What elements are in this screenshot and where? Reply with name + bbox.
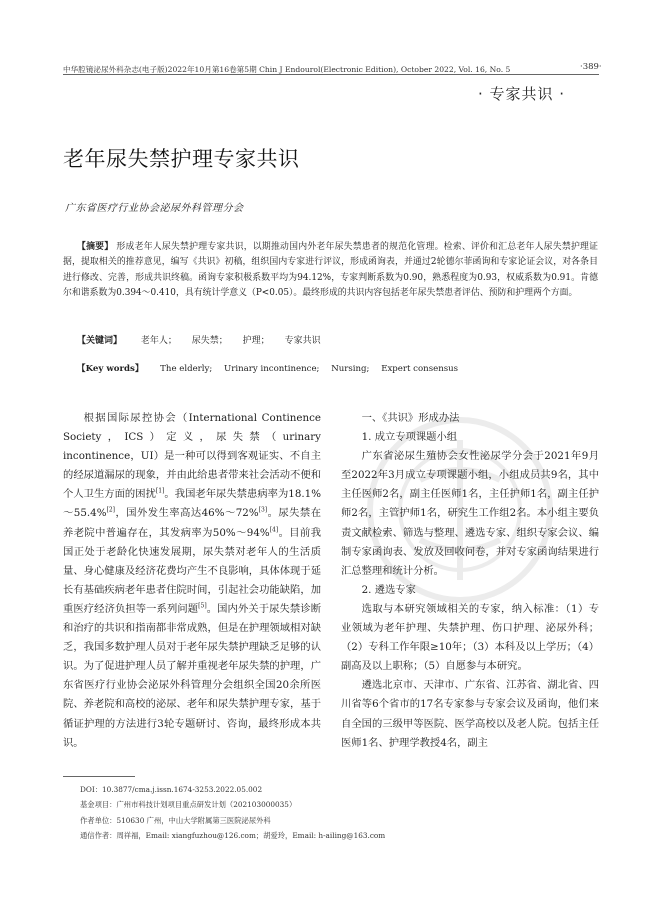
keywords-cn-label: 【关键词】 [77,336,123,346]
keyword-cn: 尿失禁； [191,336,228,346]
keywords-cn [77,333,333,346]
keyword-en: Nursing; [331,364,370,374]
keyword-cn: 老年人； [140,336,177,346]
abstract-text: 形成老年人尿失禁护理专家共识，以期推动国内外老年尿失禁患者的规范化管理。检索、评价和汇总老年人尿失禁护理证据，提取相关的推荐意见，编写《共识》初稿，组织国内专家进行评议，形成函询表，并通过2轮德尔菲函询和专家论证会议，对各条目进行修改、完善，形成共识终稿。函询专家积极系数平均为94.12%，专家判断系数为0.90，熟悉程度为0.93，权威系数为0.91。肯德尔和谐系数为0.394～0.410，具有统计学意义（P<0.05）。最终形成的共识内容包括老年尿失禁患者评估、预防和护理两个方面。 [63,242,599,299]
subsection-heading: 2. 遴选专家 [361,583,416,596]
page-number: ·389· [580,62,602,72]
keyword-en: Expert consensus [381,364,459,374]
body-paragraph: 选取与本研究领域相关的专家，纳入标准：（1）专业领域为老年护理、失禁护理、伤口护理、泌尿外科；（2）专科工作年限≥10年；（3）本科及以上学历；（4）副高及以上职称；（5）自愿参与本研究。 [341,602,599,673]
keywords-en [77,362,467,374]
section-heading: 一、《共识》形成办法 [361,412,460,424]
section-tag: · 专家共识 · [478,85,566,103]
keyword-cn: 专家共识 [284,336,321,346]
running-head: 中华腔镜泌尿外科杂志(电子版)2022年10月第16卷第5期 Chin J Endourol(Electronic Edition), October 2022, Vol. 16, No. 5 [63,65,511,74]
body-paragraph: 根据国际尿控协会（International Continence Society，ICS）定义，尿失禁（urinary incontinence，UI）是一种可以得到客观证实、不自主的经尿道漏尿的现象，并由此给患者带来社会活动不便和个人卫生方面的困扰[1]。我国老年尿失禁患病率为18.1%～55.4%[2]，国外发生率高达46%～72%[3]。尿失禁在养老院中普遍存在，其发病率为50%～94%[4]。目前我国正处于老龄化快速发展期，尿失禁对老年人的生活质量、身心健康及经济花费均产生不良影响，具体体现于延长有基础疾病老年患者住院时间，引起社会功能缺陷，加重医疗经济负担等一系列问题[5]。国内外关于尿失禁诊断和治疗的共识和指南都非常成熟，但是在护理领域相对缺乏，我国多数护理人员对于老年尿失禁护理缺乏足够的认识。为了促进护理人员了解并重视老年尿失禁的护理，广东省医疗行业协会泌尿外科管理分会组织全国20余所医院、养老院和高校的泌尿、老年和尿失禁护理专家，基于循证护理的方法进行3轮专题研讨、咨询，最终形成本共识。 [63,412,322,749]
subsection-heading: 1. 成立专项课题小组 [361,431,458,444]
author-organization: 广东省医疗行业协会泌尿外科管理分会 [65,203,244,214]
citation: [1] [155,487,165,495]
footnote-corresponding: 通信作者：周祥福，Email: xiangfuzhou@126.com；胡爱玲，Email: h-ailing@163.com [80,831,386,841]
header-rule [63,74,599,75]
citation: [4] [269,526,279,534]
body-column-right [341,409,599,753]
citation: [3] [258,507,268,515]
abstract-label: 【摘要】 [77,242,114,252]
footnote-affiliation: 作者单位：510630 广州，中山大学附属第三医院泌尿外科 [80,815,271,825]
footnote-rule [63,776,135,777]
citation: [2] [106,507,115,515]
body-column-left [63,409,321,753]
body-paragraph: 广东省泌尿生殖协会女性泌尿学分会于2021年9月至2022年3月成立专项课题小组，小组成员共9名，其中主任医师2名，副主任医师1名，主任护师1名，副主任护师2名，主管护师1名，研究生工作组2名。本小组主要负责文献检索、筛选与整理、遴选专家、组织专家会议、编制专家函询表、发放及回收问卷，并对专家函询结果进行汇总整理和统计分析。 [341,450,599,577]
keyword-en: Urinary incontinence; [224,364,320,374]
keywords-en-label: 【Key words】 [77,364,144,374]
citation: [5] [198,602,207,610]
footnotes [80,782,385,844]
body-paragraph: 遴选北京市、天津市、广东省、江苏省、湖北省、四川省等6个省市的17名专家参与专家会议及函询，他们来自全国的三级甲等医院、医学高校以及老人院。包括主任医师1名、护理学教授4名，副主 [341,679,599,749]
footnote-fund: 基金项目：广州市科技计划项目重点研发计划（202103000035） [80,800,297,810]
keyword-en: The elderly; [160,364,213,374]
footnote-doi: DOI：10.3877/cma.j.issn.1674-3253.2022.05.002 [80,785,263,794]
keyword-cn: 护理； [242,336,270,346]
abstract [63,240,598,302]
article-title: 老年尿失禁护理专家共识 [63,147,300,171]
